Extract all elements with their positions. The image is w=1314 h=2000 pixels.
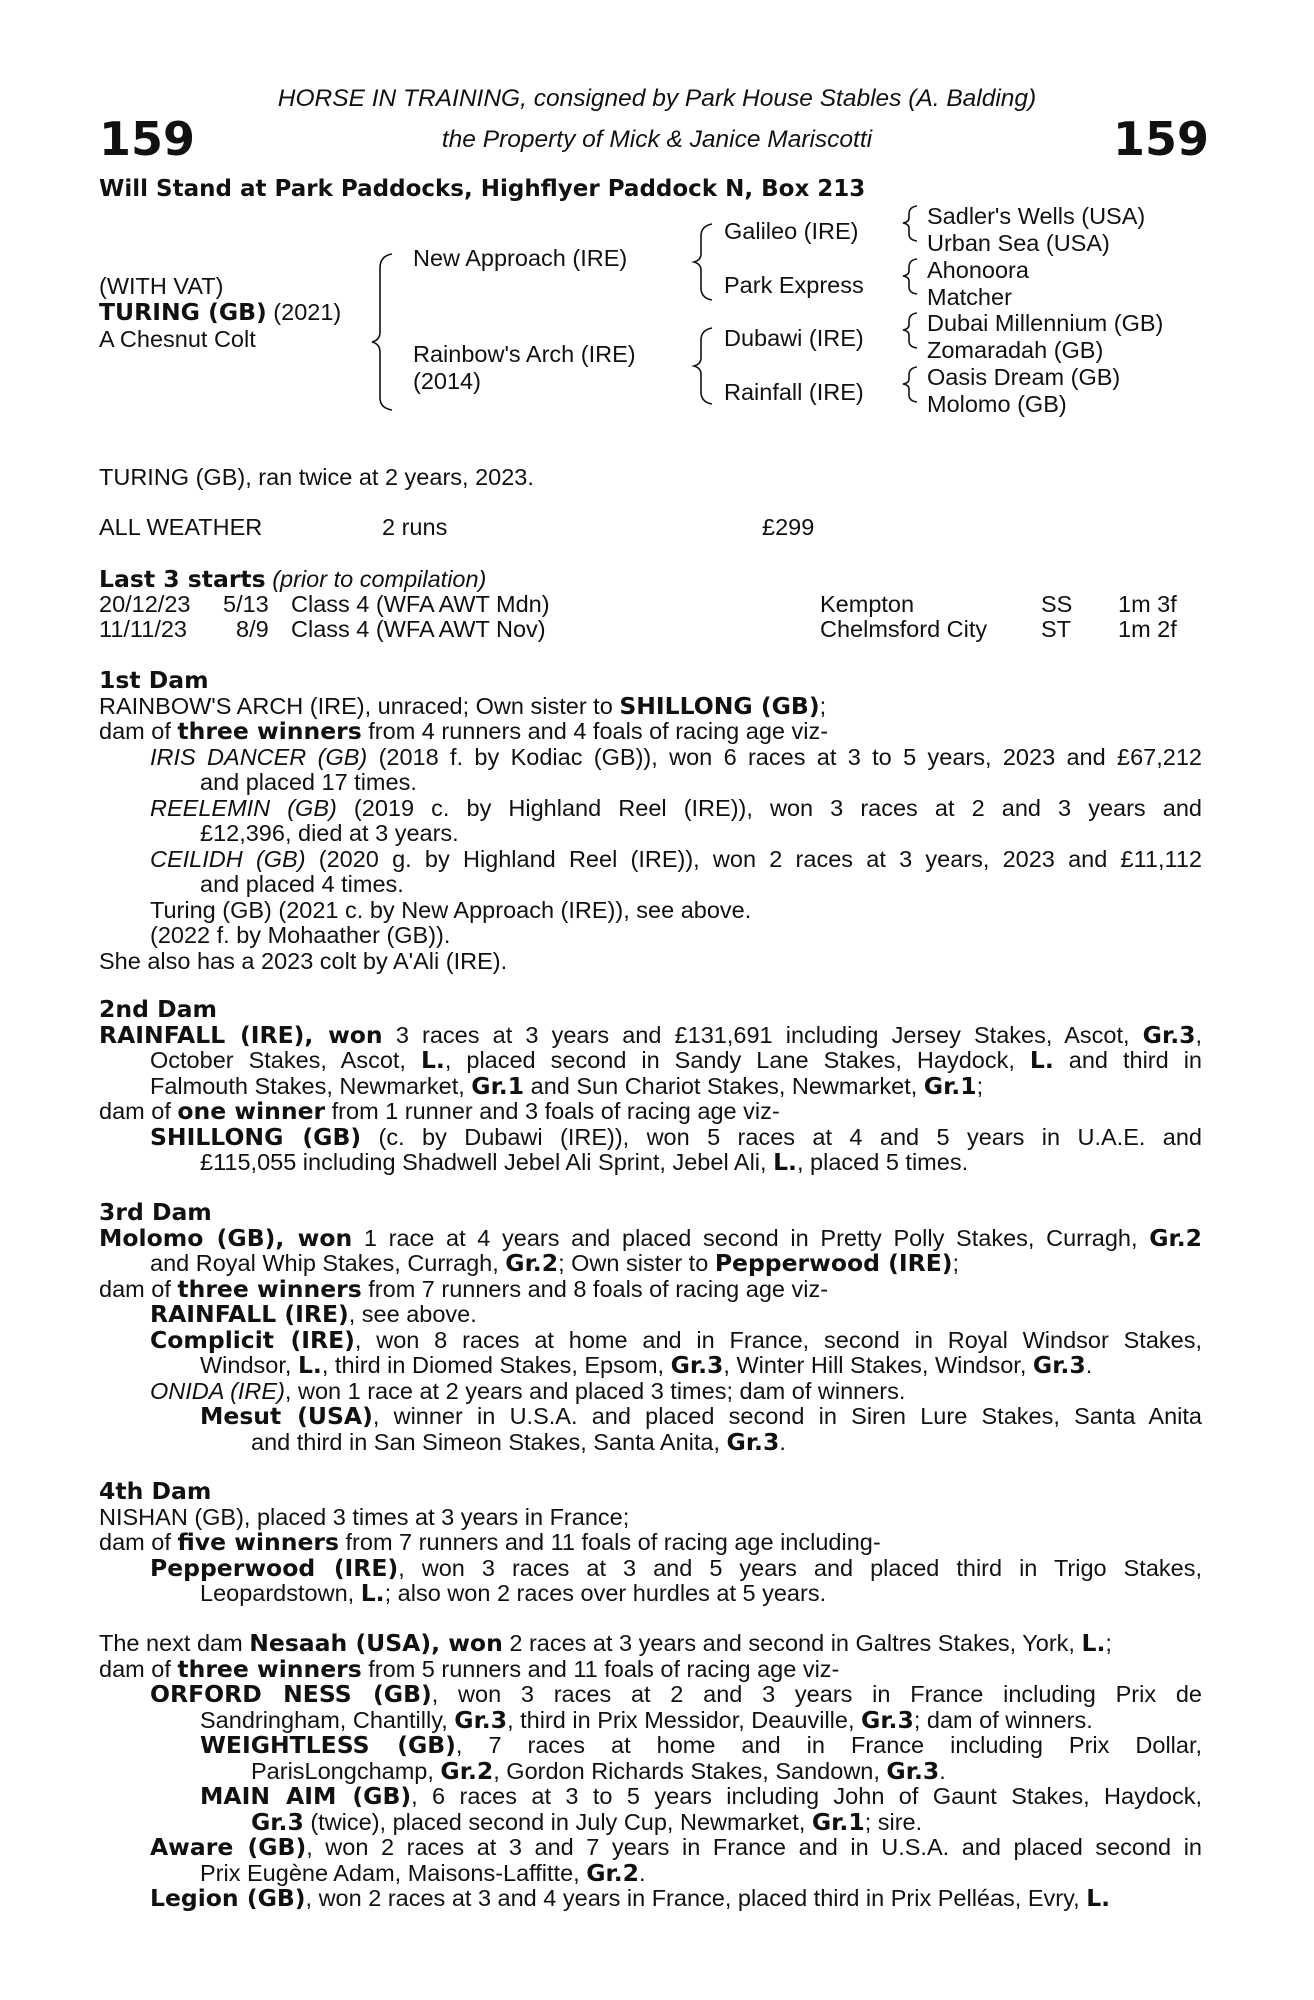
third-dam-line-2 [99,1251,1202,1277]
grade: L. [1029,1046,1054,1074]
grade: Gr.3 [454,1705,508,1734]
brace-dam [694,328,712,404]
pedigree-dd-sire: Oasis Dream (GB) [927,364,1121,390]
brace-sd [903,259,917,294]
text: , won 3 races at 2 and 3 years in France including Prix de [431,1681,1203,1707]
offspring-2022-filly: (2022 f. by Mohaather (GB)). [150,922,451,948]
start-race: Class 4 (WFA AWT Mdn) [291,591,550,617]
third-dam-line-1 [99,1223,1203,1252]
text: dam of [99,1098,178,1124]
text: 1 race at 4 years and placed second in Pretty Polly Stakes, Curragh, [352,1224,1150,1251]
text: from 7 runners and 11 foals of racing age including- [338,1529,881,1555]
horse-description: A Chesnut Colt [99,326,256,352]
horse-name: MAIN AIM (GB) [200,1782,412,1810]
horse-name: Pepperwood (IRE) [714,1249,953,1277]
second-dam-line-3 [99,1071,1202,1100]
grade: L. [420,1046,445,1074]
winners-count: three winners [177,1274,362,1303]
winners-count: three winners [177,717,362,745]
text: , won 8 races at home and in France, second in Royal Windsor Stakes, [354,1326,1203,1353]
first-dam-line-1 [99,691,1202,720]
third-dam-line-3 [99,1274,1202,1303]
offspring-mesut [99,1404,1202,1430]
text: ; Own sister to [558,1250,715,1276]
text: from 1 runner and 3 foals of racing age viz- [325,1098,780,1124]
vat-note: (WITH VAT) [99,273,224,299]
start-course: Kempton [820,591,915,617]
text: ; sire. [864,1808,923,1835]
horse-name: ORFORD NESS (GB) [150,1680,432,1708]
fourth-dam-section [99,1479,1202,1607]
text: , see above. [348,1301,477,1327]
horse-name: RAINFALL (IRE), won [99,1020,383,1049]
last-starts-title: Last 3 starts [99,565,266,593]
text: , [1195,1021,1203,1048]
start-position: 8/9 [236,616,269,642]
pedigree-sd-sire: Ahonoora [927,257,1029,283]
pedigree-sire-sire: Galileo (IRE) [724,218,859,244]
text: and third in [1053,1047,1202,1073]
text: from 7 runners and 8 foals of racing age viz- [361,1275,829,1302]
second-dam-line-1 [99,1020,1203,1049]
brace-sire [694,224,712,300]
text: from 4 runners and 4 foals of racing age viz- [361,718,829,744]
horse-name: RAINFALL (IRE) [150,1300,349,1328]
brace-ss [903,206,917,241]
start-distance: 1m 2f [1118,616,1177,642]
pedigree-dam-sire: Dubawi (IRE) [724,325,864,351]
text: , placed second in Sandy Lane Stakes, Haydock, [444,1047,1030,1073]
offspring-onida [99,1379,1202,1405]
text: and Royal Whip Stakes, Curragh, [150,1250,506,1276]
text: Prix Eugène Adam, Maisons-Laffitte, [200,1859,587,1886]
text: dam of [99,1655,178,1682]
horse-name: Pepperwood (IRE) [150,1553,399,1582]
first-dam-section [99,668,1202,974]
offspring-mesut-cont [99,1427,1202,1456]
grade: Gr.3 [726,1427,780,1456]
start-going: ST [1041,616,1072,642]
pedigree-dd-dam: Molomo (GB) [927,391,1067,417]
second-dam-line-4 [99,1099,1202,1125]
text: ; [976,1072,984,1099]
text: Sandringham, Chantilly, [200,1706,455,1733]
offspring-pepperwood-cont [99,1581,1202,1607]
next-dam-line-1 [99,1631,1202,1657]
text: The next dam [99,1630,250,1656]
grade: Gr.1 [923,1071,977,1100]
text: , 7 races at home and in France including Prix Dollar, [455,1732,1203,1758]
offspring-main-aim [99,1784,1202,1810]
last-starts-note: (prior to compilation) [265,566,487,592]
brace-gen1 [372,254,392,410]
stable-location: Will Stand at Park Paddocks, Highflyer Paddock N, Box 213 [99,176,866,202]
pedigree-sd-dam: Matcher [927,284,1012,310]
grade: L. [773,1148,797,1176]
second-dam-section [99,997,1202,1176]
text: from 5 runners and 11 foals of racing age viz- [361,1655,840,1682]
horse-name: Molomo (GB), won [99,1223,353,1252]
offspring-aware-cont [99,1858,1202,1887]
text: , won 1 race at 2 years and placed 3 times; dam of winners. [284,1377,906,1404]
brace-ds [903,313,917,348]
first-dam-note: She also has a 2023 colt by A'Ali (IRE). [99,947,508,974]
horse-name: ONIDA (IRE) [150,1377,285,1404]
text: Windsor, [200,1352,298,1378]
pedigree-dam: Rainbow's Arch (IRE) [413,341,636,367]
horse-name: Mesut (USA) [200,1402,373,1430]
grade: Gr.2 [440,1756,494,1785]
offspring-aware [99,1835,1202,1861]
start-date: 20/12/23 [99,591,191,617]
offspring-complicit-cont [99,1353,1202,1379]
horse-name: Aware (GB) [150,1833,307,1861]
start-course: Chelmsford City [820,616,988,642]
pedigree-sire-dam: Park Express [724,272,864,298]
start-position: 5/13 [223,591,269,617]
text: , won 3 races at 3 and 5 years and placed third in Trigo Stakes, [398,1554,1202,1581]
offspring-rainfall [99,1302,1202,1328]
start-distance: 1m 3f [1118,591,1177,617]
offspring-ceilidh-cont: and placed 4 times. [200,871,404,897]
property-line: the Property of Mick & Janice Mariscotti [441,126,873,153]
horse-name: SHILLONG (GB) [150,1122,362,1151]
text: ; dam of winners. [913,1706,1093,1733]
first-dam-line-2 [99,719,1202,745]
offspring-orford-ness-cont [99,1705,1202,1734]
fourth-dam-line-2 [99,1530,1202,1556]
start-race: Class 4 (WFA AWT Nov) [291,616,546,642]
text: ; [952,1250,960,1276]
text: dam of [99,1529,178,1555]
text: , third in Prix Messidor, Deauville, [507,1706,862,1733]
horse-name: Complicit (IRE) [150,1325,355,1354]
grade: Gr.3 [861,1705,914,1734]
pedigree-dam-dam: Rainfall (IRE) [724,379,864,405]
offspring-iris-dancer [99,745,1202,771]
text: ParisLongchamp, [251,1757,441,1784]
grade: Gr.3 [1142,1020,1196,1049]
grade: L. [297,1351,322,1379]
horse-name: IRIS DANCER (GB) [150,743,368,770]
third-dam-section [99,1200,1202,1455]
winners-count: five winners [177,1528,339,1556]
text: . [639,1859,646,1886]
horse-name: WEIGHTLESS (GB) [200,1731,456,1759]
text: ; [1105,1630,1112,1656]
offspring-ceilidh [99,847,1202,873]
grade: Gr.3 [670,1351,724,1379]
text: , placed 5 times. [796,1149,969,1175]
grade: Gr.2 [505,1249,559,1277]
offspring-weightless-cont [99,1756,1202,1785]
offspring-reelemin [99,796,1202,822]
pedigree-ss-sire: Sadler's Wells (USA) [927,203,1146,229]
winners-count: three winners [177,1654,362,1683]
pedigree-dam-year: (2014) [413,368,481,394]
fourth-dam-line-1: NISHAN (GB), placed 3 times at 3 years in France; [99,1503,630,1530]
next-dam-line-2 [99,1654,1202,1683]
grade: Gr.3 [251,1807,304,1836]
next-dam-section [99,1631,1202,1912]
text: dam of [99,1275,178,1302]
all-weather-runs: 2 runs [382,514,448,540]
horse-name: REELEMIN (GB) [150,794,337,821]
text: and third in San Simeon Stakes, Santa Anita, [251,1428,727,1455]
pedigree-sire: New Approach (IRE) [413,245,628,271]
horse-year: (2021) [266,299,342,325]
text: , 6 races at 3 to 5 years including John of Gaunt Stakes, Haydock, [411,1783,1202,1809]
horse-name: TURING (GB) [99,298,267,326]
text: (2019 c. by Highland Reel (IRE)), won 3 races at 2 and 3 years and [336,794,1202,821]
winners-count: one winner [177,1097,326,1125]
text: ; also won 2 races over hurdles at 5 years. [384,1580,827,1606]
offspring-shillong [99,1122,1203,1151]
offspring-main-aim-cont [99,1807,1202,1836]
offspring-turing: Turing (GB) (2021 c. by New Approach (IRE)), see above. [150,896,752,923]
text: , third in Diomed Stakes, Epsom, [321,1352,671,1378]
offspring-iris-dancer-cont: and placed 17 times. [200,769,417,795]
pedigree-ds-sire: Dubai Millennium (GB) [927,310,1164,336]
text: (2018 f. by Kodiac (GB)), won 6 races at 3 to 5 years, 2023 and £67,212 [367,743,1202,770]
text: RAINBOW'S ARCH (IRE), unraced; Own sister to [99,692,620,719]
text: . [1085,1352,1093,1378]
horse-name: CEILIDH (GB) [150,845,306,872]
text: , Gordon Richards Stakes, Sandown, [493,1757,887,1784]
horse-name: Nesaah (USA), won [249,1629,503,1657]
fourth-dam-heading: 4th Dam [99,1477,212,1505]
text: (2020 g. by Highland Reel (IRE)), won 2 races at 3 years, 2023 and £11,112 [305,845,1202,872]
grade: Gr.2 [586,1858,640,1887]
text: October Stakes, Ascot, [150,1047,421,1073]
text: 2 races at 3 years and second in Galtres Stakes, York, [502,1630,1082,1656]
text: ; [819,692,827,719]
text: £115,055 including Shadwell Jebel Ali Sprint, Jebel Ali, [200,1149,774,1175]
text: . [939,1757,946,1784]
text: 3 races at 3 years and £131,691 including Jersey Stakes, Ascot, [382,1021,1143,1048]
text: , won 2 races at 3 and 7 years in France and in U.S.A. and placed second in [306,1834,1202,1860]
brace-dd [903,367,917,402]
grade: Gr.3 [886,1756,940,1785]
consignor-line: HORSE IN TRAINING, consigned by Park House Stables (A. Balding) [277,85,1037,112]
second-dam-line-2 [99,1048,1202,1074]
lot-number-left: 159 [99,112,196,166]
race-summary: TURING (GB), ran twice at 2 years, 2023. [99,464,534,490]
lot-number-right: 159 [1113,112,1210,166]
last-starts-heading [99,567,486,593]
text: (twice), placed second in July Cup, Newmarket, [303,1808,812,1835]
grade: L. [1086,1884,1111,1912]
start-date: 11/11/23 [99,616,187,642]
all-weather-earnings: £299 [762,514,815,540]
horse-name: Legion (GB) [150,1884,306,1912]
start-going: SS [1041,591,1073,617]
grade: Gr.2 [1149,1223,1203,1252]
offspring-shillong-cont [99,1150,1202,1176]
all-weather-label: ALL WEATHER [99,514,263,540]
text: (c. by Dubawi (IRE)), won 5 races at 4 and 5 years in U.A.E. and [361,1123,1203,1150]
offspring-orford-ness [99,1682,1202,1708]
third-dam-heading: 3rd Dam [99,1198,212,1226]
text: . [779,1428,786,1455]
text: Falmouth Stakes, Newmarket, [150,1072,472,1099]
offspring-pepperwood [99,1553,1202,1582]
first-dam-heading: 1st Dam [99,666,209,694]
text: , winner in U.S.A. and placed second in Siren Lure Stakes, Santa Anita [372,1403,1202,1429]
grade: L. [360,1579,385,1607]
offspring-legion [99,1886,1202,1912]
text: , won 2 races at 3 and 4 years in France, placed third in Prix Pelléas, Evry, [305,1885,1087,1911]
grade: Gr.1 [811,1807,865,1836]
offspring-reelemin-cont: £12,396, died at 3 years. [200,820,459,846]
offspring-complicit [99,1325,1203,1354]
grade: Gr.3 [1032,1351,1086,1379]
text: , Winter Hill Stakes, Windsor, [723,1352,1033,1378]
offspring-weightless [99,1733,1202,1759]
text: and Sun Chariot Stakes, Newmarket, [524,1072,924,1099]
second-dam-heading: 2nd Dam [99,995,217,1023]
text: Leopardstown, [200,1580,361,1606]
grade: Gr.1 [471,1071,525,1100]
horse-name: SHILLONG (GB) [619,691,820,720]
grade: L. [1081,1629,1106,1657]
pedigree-ds-dam: Zomaradah (GB) [927,337,1104,363]
text: dam of [99,718,178,744]
pedigree-ss-dam: Urban Sea (USA) [927,230,1110,256]
